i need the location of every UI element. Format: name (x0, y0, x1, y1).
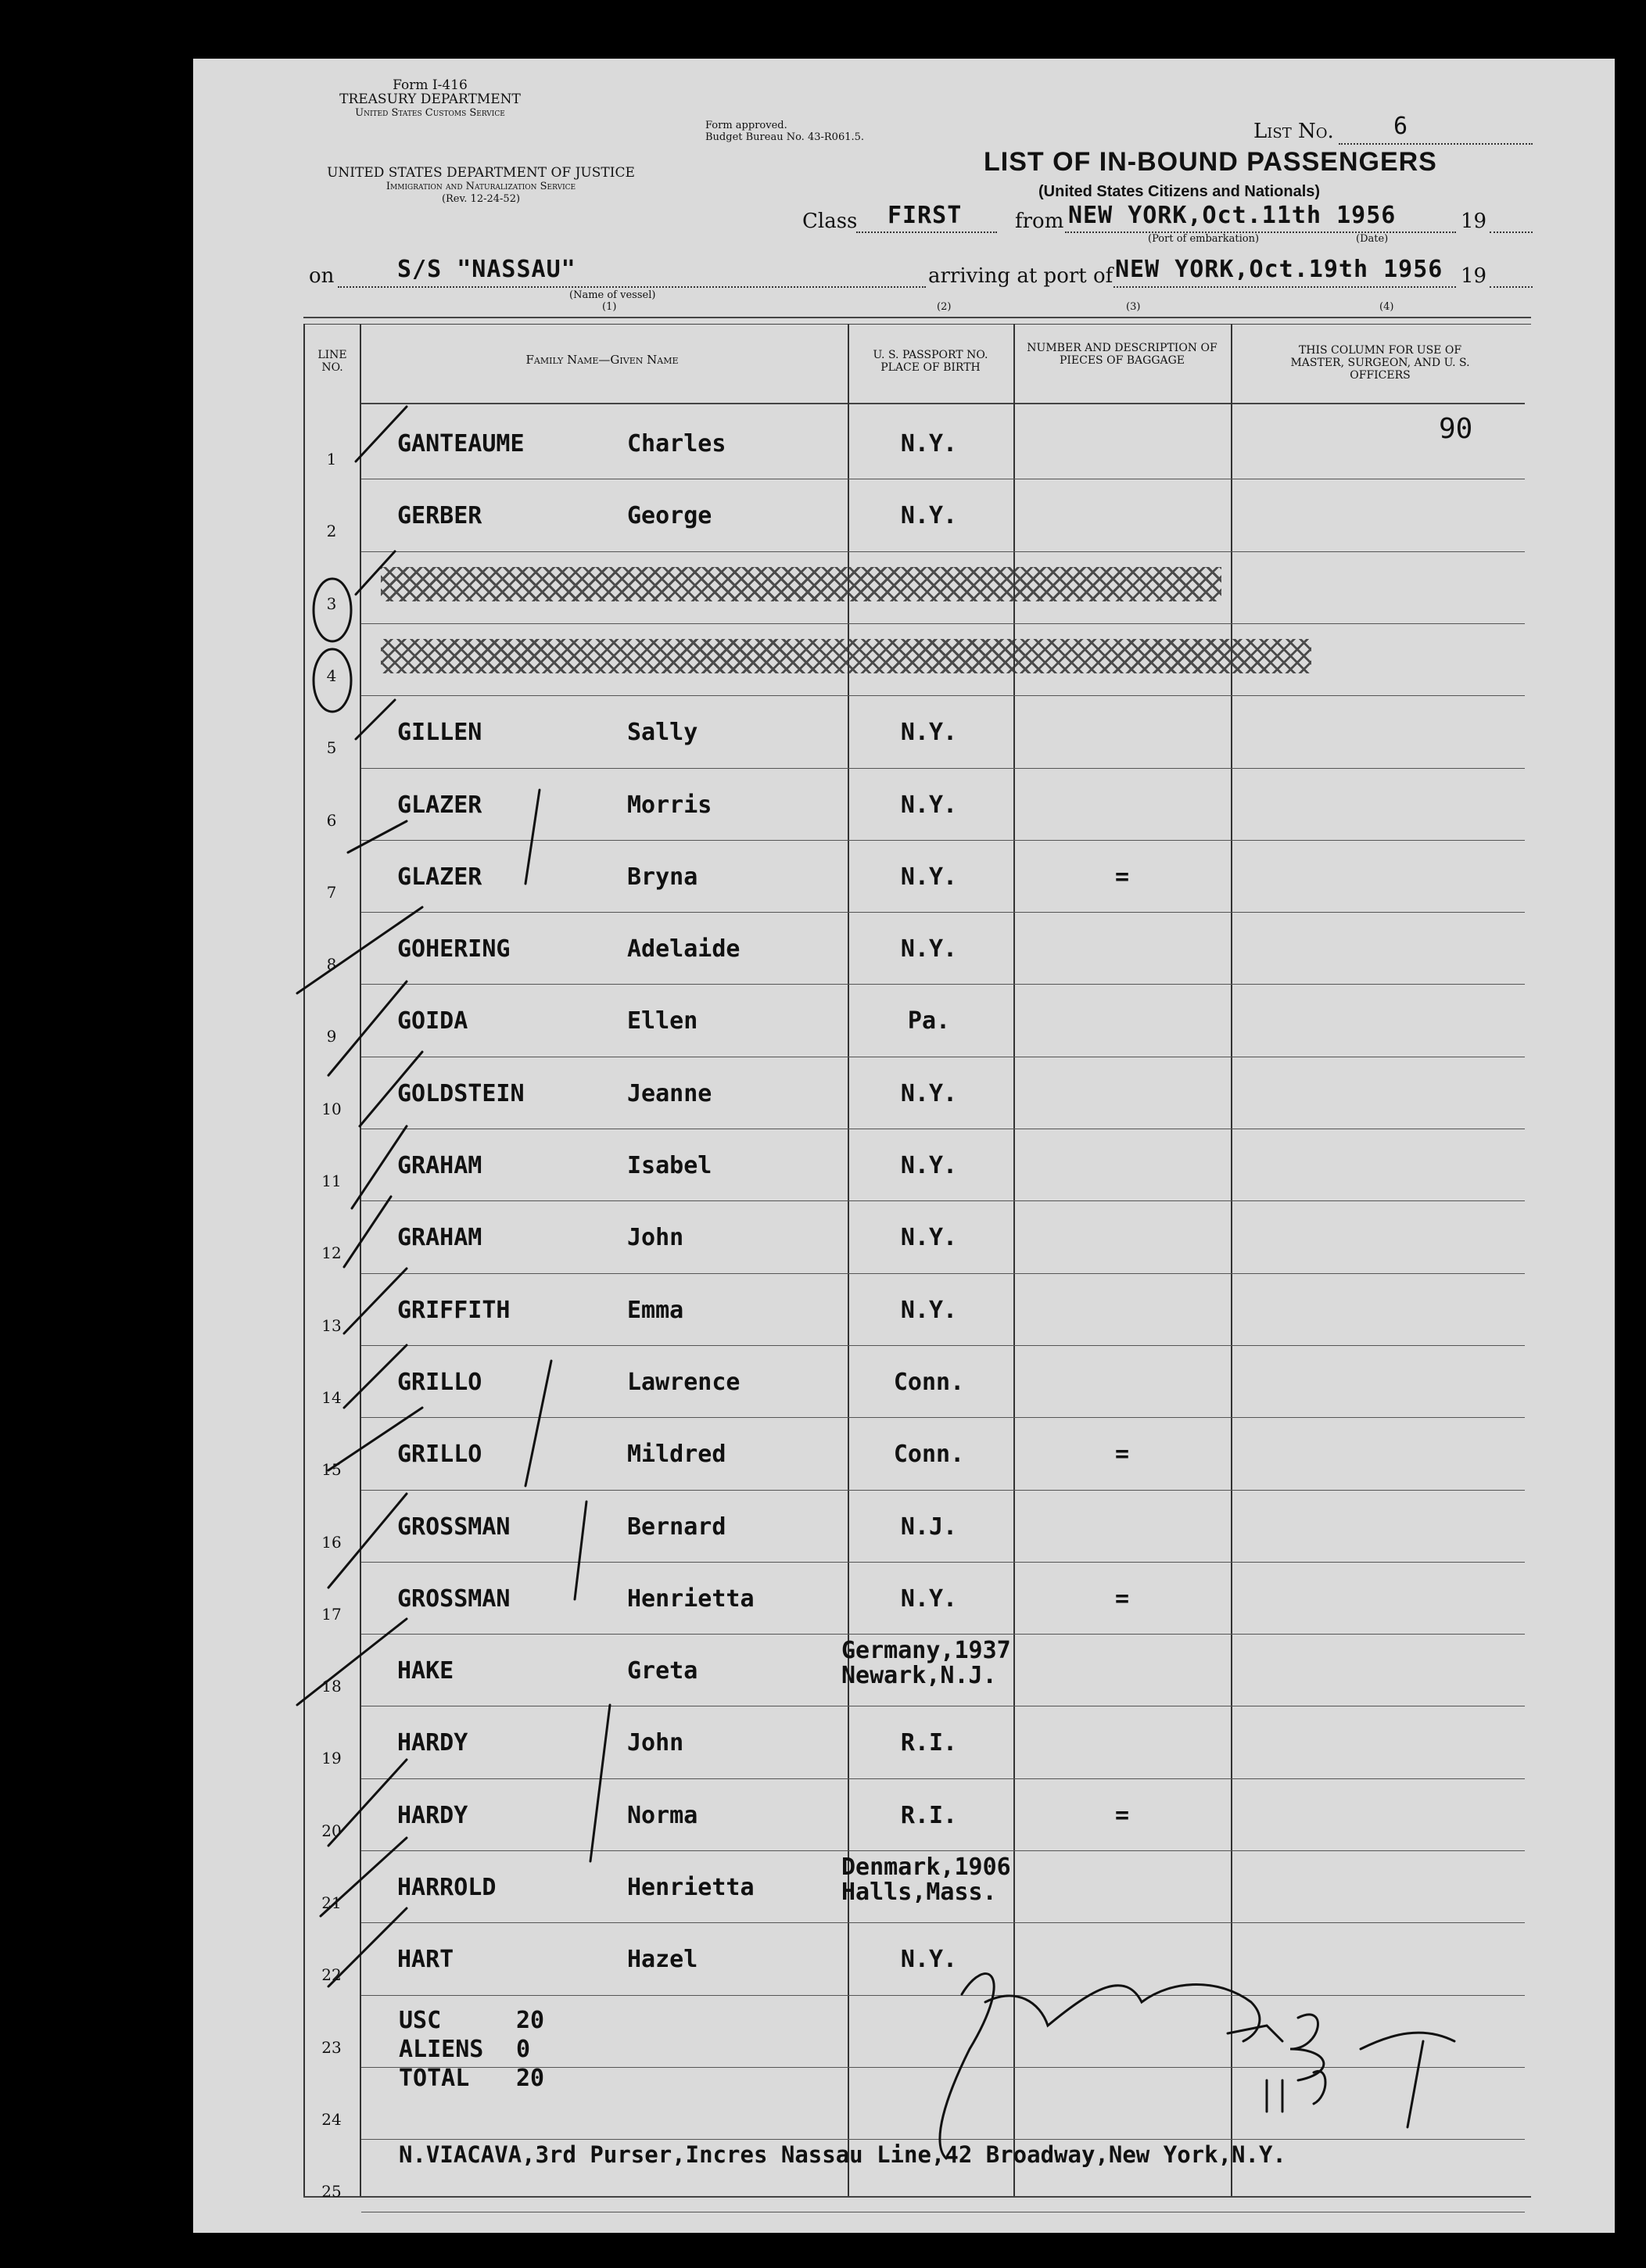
purser-footer: N.VIACAVA,3rd Purser,Incres Nassau Line,42 Broadway,New York,N.Y. (399, 2141, 1286, 2168)
row-line-number: 16 (321, 1533, 342, 1552)
row-line-number: 11 (321, 1172, 342, 1190)
page-title: LIST OF IN-BOUND PASSENGERS (984, 147, 1437, 177)
check-mark-12 (344, 1345, 407, 1408)
place-of-birth: Germany,1937 (841, 1637, 1011, 1664)
family-name: GRILLO (397, 1441, 482, 1468)
total-label: TOTAL (399, 2065, 470, 2092)
check-mark-7 (328, 981, 407, 1075)
row-line-number: 2 (326, 522, 337, 540)
place-of-birth: R.I. (900, 1802, 958, 1829)
vessel-value: S/S "NASSAU" (397, 256, 576, 283)
budget-bureau: Budget Bureau No. 43-R061.5. (705, 131, 865, 143)
form-approved: Form approved. (705, 120, 787, 131)
check-mark-20 (321, 1838, 407, 1916)
check-mark-21 (328, 1908, 407, 1986)
row-line-number: 6 (326, 811, 337, 830)
baggage: = (1114, 1585, 1130, 1613)
family-name: HARDY (397, 1729, 468, 1757)
row-line-number: 21 (321, 1893, 342, 1912)
given-name: Lawrence (627, 1369, 741, 1396)
form-number: Form I-416 (393, 77, 468, 93)
header-passport: U. S. PASSPORT NO. PLACE OF BIRTH (873, 349, 988, 374)
given-name: Ellen (627, 1007, 698, 1035)
arriving-label: arriving at port of (928, 264, 1113, 288)
list-no-label: List No. (1253, 120, 1334, 143)
family-name: GOIDA (397, 1007, 468, 1035)
family-name: GRILLO (397, 1369, 482, 1396)
family-name: GLAZER (397, 791, 482, 819)
given-name: George (627, 502, 712, 529)
officer-note: 90 (1439, 413, 1473, 445)
row-line-number: 18 (321, 1677, 342, 1696)
family-name: GLAZER (397, 863, 482, 891)
family-name: GROSSMAN (397, 1513, 511, 1541)
given-name: Charles (627, 430, 726, 458)
header-officers: THIS COLUMN FOR USE OF MASTER, SURGEON, AND U. S. OFFICERS (1290, 344, 1470, 382)
check-mark-15 (575, 1502, 586, 1599)
place-of-birth: N.Y. (900, 502, 958, 529)
family-name: GRIFFITH (397, 1297, 511, 1324)
place-of-birth: Denmark,1906 (841, 1854, 1011, 1881)
family-name: GOLDSTEIN (397, 1080, 525, 1107)
given-name: Jeanne (627, 1080, 712, 1107)
given-name: Bryna (627, 863, 698, 891)
circle-mark-4 (314, 649, 351, 712)
place-of-birth: R.I. (900, 1729, 958, 1757)
family-name: GANTEAUME (397, 430, 525, 458)
header-name: Family Name—Given Name (525, 353, 679, 367)
family-name: GILLEN (397, 719, 482, 746)
family-name: GOHERING (397, 935, 511, 963)
row-line-number: 8 (326, 955, 337, 974)
place-of-birth-2: Newark,N.J. (841, 1662, 997, 1689)
check-mark-5 (525, 790, 540, 884)
year-suffix-1: 19 (1461, 210, 1487, 233)
place-of-birth: N.Y. (900, 791, 958, 819)
check-mark-19 (328, 1760, 407, 1846)
baggage: = (1114, 863, 1130, 891)
page-subtitle: (United States Citizens and Nationals) (1038, 183, 1321, 200)
place-of-birth: N.Y. (900, 1585, 958, 1613)
row-line-number: 9 (326, 1027, 337, 1046)
row-line-number: 7 (326, 883, 337, 902)
given-name: Bernard (627, 1513, 726, 1541)
check-mark-4 (348, 821, 407, 852)
row-line-number: 25 (321, 2182, 342, 2201)
aliens-label: ALIENS (399, 2036, 484, 2063)
total-value: 20 (516, 2065, 545, 2092)
vessel-caption: (Name of vessel) (569, 289, 656, 301)
check-mark-16 (328, 1494, 407, 1588)
row-line-number: 23 (321, 2038, 342, 2057)
list-no-value: 6 (1393, 113, 1409, 140)
row-line-number: 1 (326, 450, 337, 468)
row-line-number: 17 (321, 1605, 342, 1624)
family-name: GRAHAM (397, 1224, 482, 1251)
baggage: = (1114, 1441, 1130, 1468)
row-line-number: 20 (321, 1821, 342, 1840)
check-mark-11 (344, 1269, 407, 1333)
row-line-number: 10 (321, 1100, 342, 1118)
place-of-birth: N.J. (900, 1513, 958, 1541)
given-name: Hazel (627, 1946, 698, 1973)
given-name: Morris (627, 791, 712, 819)
year-suffix-2: 19 (1461, 264, 1487, 288)
row-line-number: 4 (326, 666, 337, 685)
place-of-birth-2: Halls,Mass. (841, 1879, 997, 1906)
row-line-number: 24 (321, 2110, 342, 2129)
from-value: NEW YORK,Oct.11th 1956 (1068, 202, 1397, 229)
row-line-number: 22 (321, 1965, 342, 1984)
place-of-birth: Pa. (907, 1007, 951, 1035)
col-2-caption: (2) (937, 301, 952, 313)
check-mark-13 (525, 1361, 551, 1486)
family-name: HARROLD (397, 1874, 497, 1901)
given-name: Henrietta (627, 1874, 755, 1901)
signature-stroke-2 (985, 1985, 1260, 2042)
treasury-label: TREASURY DEPARTMENT (339, 92, 521, 107)
place-of-birth: N.Y. (900, 719, 958, 746)
given-name: Norma (627, 1802, 698, 1829)
family-name: HART (397, 1946, 454, 1973)
check-mark-14 (328, 1408, 422, 1470)
col-1-caption: (1) (602, 301, 617, 313)
place-of-birth: N.Y. (900, 1297, 958, 1324)
given-name: Greta (627, 1657, 698, 1685)
row-line-number: 5 (326, 738, 337, 757)
check-mark-2 (356, 551, 395, 594)
family-name: HARDY (397, 1802, 468, 1829)
check-mark-3 (356, 700, 395, 739)
usc-value: 20 (516, 2007, 545, 2034)
row-line-number: 15 (321, 1460, 342, 1479)
check-mark-6 (297, 907, 422, 993)
place-of-birth: N.Y. (900, 1152, 958, 1179)
row-line-number: 13 (321, 1316, 342, 1335)
signature-stroke-5 (1361, 2033, 1454, 2127)
ins-label: Immigration and Naturalization Service (386, 181, 576, 192)
arriving-value: NEW YORK,Oct.19th 1956 (1115, 256, 1443, 283)
family-name: HAKE (397, 1657, 454, 1685)
family-name: GERBER (397, 502, 482, 529)
given-name: John (627, 1729, 684, 1757)
revision-label: (Rev. 12-24-52) (441, 193, 521, 205)
given-name: Adelaide (627, 935, 741, 963)
header-line-no: LINE NO. (317, 349, 347, 374)
row-line-number: 12 (321, 1243, 342, 1262)
from-label: from (1015, 210, 1064, 233)
header-baggage: NUMBER AND DESCRIPTION OF PIECES OF BAGGAGE (1027, 342, 1217, 367)
given-name: Isabel (627, 1152, 712, 1179)
given-name: Henrietta (627, 1585, 755, 1613)
aliens-value: 0 (516, 2036, 531, 2063)
check-mark-9 (352, 1126, 407, 1208)
row-line-number: 19 (321, 1749, 342, 1767)
place-of-birth: N.Y. (900, 1224, 958, 1251)
row-line-number: 3 (326, 594, 337, 613)
place-of-birth: N.Y. (900, 1946, 958, 1973)
place-of-birth: Conn. (893, 1369, 965, 1396)
customs-label: United States Customs Service (355, 107, 505, 119)
check-mark-10 (344, 1197, 391, 1267)
place-of-birth: N.Y. (900, 1080, 958, 1107)
justice-label: UNITED STATES DEPARTMENT OF JUSTICE (327, 165, 635, 181)
given-name: Sally (627, 719, 698, 746)
class-label: Class (802, 210, 858, 233)
place-of-birth: N.Y. (900, 863, 958, 891)
class-value: FIRST (888, 202, 963, 229)
circle-mark-3 (314, 579, 351, 641)
col-3-caption: (3) (1126, 301, 1141, 313)
usc-label: USC (399, 2007, 442, 2034)
check-mark-18 (590, 1705, 610, 1861)
place-of-birth: N.Y. (900, 430, 958, 458)
check-mark-8 (360, 1052, 422, 1126)
baggage: = (1114, 1802, 1130, 1829)
given-name: Mildred (627, 1441, 726, 1468)
place-of-birth: N.Y. (900, 935, 958, 963)
col-4-caption: (4) (1379, 301, 1394, 313)
date-caption: (Date) (1356, 233, 1389, 245)
on-label: on (309, 264, 335, 288)
row-line-number: 14 (321, 1388, 342, 1407)
check-mark-1 (356, 407, 407, 461)
given-name: Emma (627, 1297, 684, 1324)
family-name: GRAHAM (397, 1152, 482, 1179)
check-mark-17 (297, 1619, 407, 1705)
place-of-birth: Conn. (893, 1441, 965, 1468)
family-name: GROSSMAN (397, 1585, 511, 1613)
given-name: John (627, 1224, 684, 1251)
port-embarkation-caption: (Port of embarkation) (1148, 233, 1260, 245)
signature-date-stroke (1267, 2071, 1325, 2112)
